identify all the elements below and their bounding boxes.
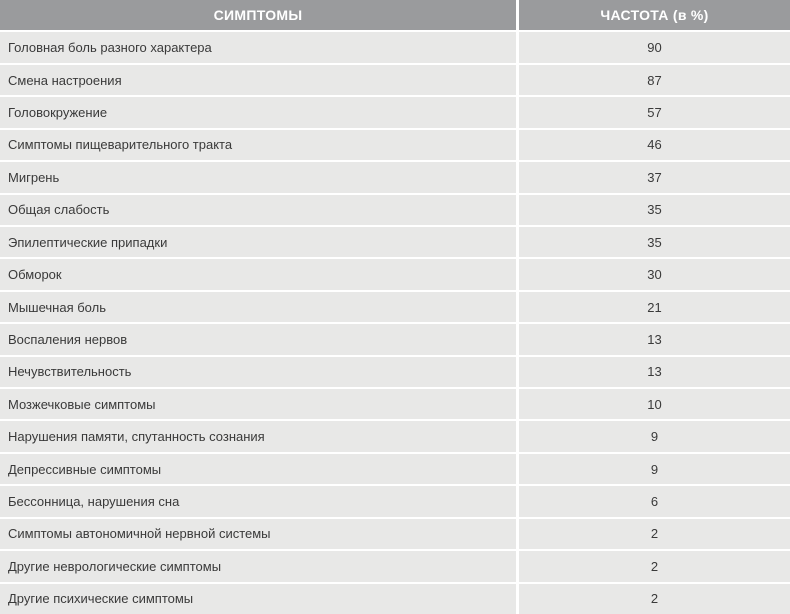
frequency-cell: 10 (519, 389, 790, 419)
symptom-cell: Симптомы пищеварительного тракта (0, 130, 516, 160)
table-row (0, 454, 790, 484)
table-row (0, 584, 790, 614)
table-row (0, 227, 790, 257)
frequency-cell: 13 (519, 357, 790, 387)
frequency-cell: 21 (519, 292, 790, 322)
frequency-cell: 37 (519, 162, 790, 192)
table-row (0, 259, 790, 289)
frequency-cell: 13 (519, 324, 790, 354)
symptom-cell: Головокружение (0, 97, 516, 127)
symptom-cell: Другие неврологические симптомы (0, 551, 516, 581)
column-header-frequency: ЧАСТОТА (в %) (519, 0, 790, 30)
table-row (0, 130, 790, 160)
symptom-cell: Нечувствительность (0, 357, 516, 387)
symptom-cell: Головная боль разного характера (0, 32, 516, 62)
frequency-cell: 2 (519, 551, 790, 581)
symptom-cell: Мышечная боль (0, 292, 516, 322)
frequency-cell: 46 (519, 130, 790, 160)
symptom-cell: Воспаления нервов (0, 324, 516, 354)
frequency-cell: 57 (519, 97, 790, 127)
table-row (0, 421, 790, 451)
table-row (0, 32, 790, 62)
table-header-row (0, 0, 790, 30)
table-row (0, 162, 790, 192)
table-row (0, 551, 790, 581)
table-row (0, 519, 790, 549)
table-row (0, 292, 790, 322)
symptom-cell: Мозжечковые симптомы (0, 389, 516, 419)
symptom-cell: Смена настроения (0, 65, 516, 95)
symptom-cell: Обморок (0, 259, 516, 289)
frequency-cell: 2 (519, 584, 790, 614)
symptom-cell: Общая слабость (0, 195, 516, 225)
frequency-cell: 87 (519, 65, 790, 95)
table-row (0, 486, 790, 516)
table-row (0, 324, 790, 354)
symptom-cell: Нарушения памяти, спутанность сознания (0, 421, 516, 451)
frequency-cell: 9 (519, 421, 790, 451)
frequency-cell: 35 (519, 195, 790, 225)
frequency-cell: 6 (519, 486, 790, 516)
table-row (0, 97, 790, 127)
symptom-cell: Депрессивные симптомы (0, 454, 516, 484)
frequency-cell: 35 (519, 227, 790, 257)
frequency-cell: 9 (519, 454, 790, 484)
table-row (0, 195, 790, 225)
frequency-cell: 2 (519, 519, 790, 549)
table-row (0, 65, 790, 95)
symptom-cell: Бессонница, нарушения сна (0, 486, 516, 516)
frequency-cell: 30 (519, 259, 790, 289)
symptom-cell: Другие психические симптомы (0, 584, 516, 614)
frequency-cell: 90 (519, 32, 790, 62)
symptom-cell: Симптомы автономичной нервной системы (0, 519, 516, 549)
symptom-cell: Мигрень (0, 162, 516, 192)
column-header-symptoms: СИМПТОМЫ (0, 0, 516, 30)
table-row (0, 357, 790, 387)
table-row (0, 389, 790, 419)
symptom-cell: Эпилептические припадки (0, 227, 516, 257)
